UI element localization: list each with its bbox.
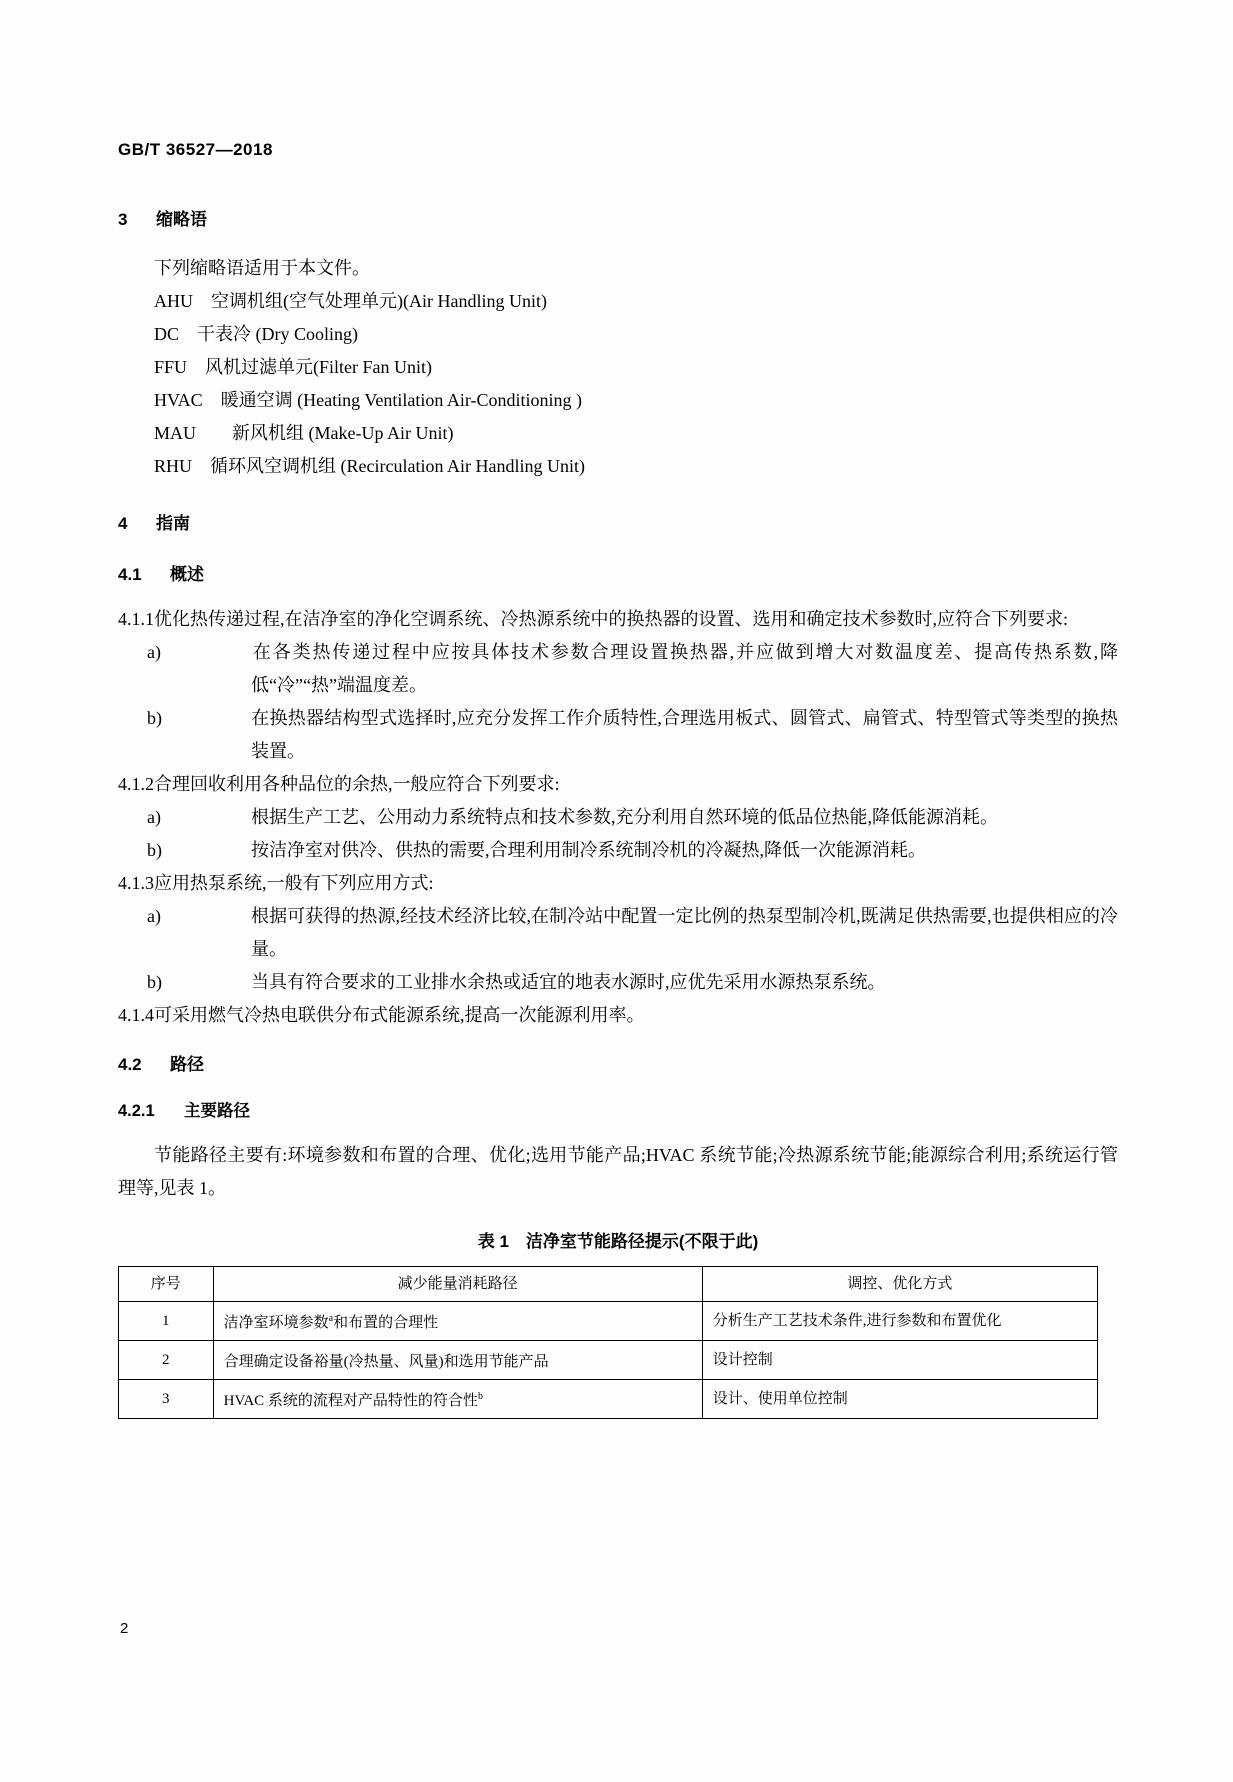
table-cell-seq: 1: [119, 1302, 214, 1341]
table-cell-mode: 设计控制: [702, 1341, 1097, 1380]
para-412-text: 合理回收利用各种品位的余热,一般应符合下列要求:: [154, 774, 560, 794]
list-item-text: 在换热器结构型式选择时,应充分发挥工作介质特性,合理选用板式、圆管式、扁管式、特型管式等类型的换热装置。: [251, 708, 1118, 761]
table-cell-seq: 3: [119, 1380, 214, 1419]
abbr-mau: MAU 新风机组 (Make-Up Air Unit): [154, 423, 454, 443]
heading-clause-41-title: 概述: [170, 565, 204, 584]
table-header-path: 减少能量消耗路径: [213, 1267, 702, 1302]
para-421: 节能路径主要有:环境参数和布置的合理、优化;选用节能产品;HVAC 系统节能;冷热源系统节能;能源综合利用;系统运行管理等,见表 1。: [118, 1145, 1118, 1198]
list-item-text: 在各类热传递过程中应按具体技术参数合理设置换热器,并应做到增大对数温度差、提高传热系数,降低“冷”“热”端温度差。: [251, 642, 1118, 695]
list-marker: b): [147, 840, 162, 860]
list-item-412-b: [118, 834, 1118, 867]
list-item-411-b: [118, 702, 1118, 768]
list-item-411-a: [118, 636, 1118, 702]
table-header-row: [119, 1267, 1098, 1302]
table-header-mode: 调控、优化方式: [702, 1267, 1097, 1302]
abbr-ahu: AHU 空调机组(空气处理单元)(Air Handling Unit): [154, 291, 547, 311]
abbr-hvac: HVAC 暖通空调 (Heating Ventilation Air-Conditioning ): [154, 390, 582, 410]
para-413-text: 应用热泵系统,一般有下列应用方式:: [154, 873, 434, 893]
para-414: [118, 999, 1118, 1032]
para-413: [118, 867, 1118, 900]
page-number: 2: [120, 1620, 129, 1637]
table-cell-path-footnote-ref: b: [477, 1391, 483, 1402]
para-412: [118, 768, 1118, 801]
abbr-dc: DC 干表冷 (Dry Cooling): [154, 324, 358, 344]
heading-clause-3: [118, 205, 1118, 230]
list-marker: b): [147, 708, 162, 728]
heading-clause-4: [118, 509, 1118, 534]
table-cell-seq: 2: [119, 1341, 214, 1380]
list-marker: a): [147, 807, 161, 827]
heading-clause-421: [118, 1097, 1118, 1121]
list-item-text: 当具有符合要求的工业排水余热或适宜的地表水源时,应优先采用水源热泵系统。: [251, 972, 886, 992]
heading-clause-421-number: 4.2.1: [118, 1102, 155, 1120]
heading-clause-421-title: 主要路径: [184, 1102, 250, 1120]
heading-clause-3-number: 3: [118, 210, 128, 229]
abbr-rhu: RHU 循环风空调机组 (Recirculation Air Handling Unit): [154, 456, 585, 476]
para-414-number: 4.1.4: [118, 1005, 154, 1025]
clause-3-intro: 下列缩略语适用于本文件。: [154, 258, 370, 278]
document-body: [118, 205, 1118, 1419]
table-cell-path-main: 洁净室环境参数: [223, 1315, 329, 1331]
para-411-number: 4.1.1: [118, 609, 154, 629]
heading-clause-3-title: 缩略语: [156, 210, 207, 229]
table-cell-path-footnote-ref: a: [328, 1313, 334, 1324]
heading-clause-42: [118, 1050, 1118, 1075]
list-marker: a): [147, 906, 161, 926]
table-1-caption: 表 1 洁净室节能路径提示(不限于此): [477, 1232, 759, 1251]
para-411-text: 优化热传递过程,在洁净室的净化空调系统、冷热源系统中的换热器的设置、选用和确定技术参数时,应符合下列要求:: [154, 609, 1068, 629]
table-row: [119, 1341, 1098, 1380]
heading-clause-42-title: 路径: [170, 1055, 204, 1074]
table-cell-path-main: 合理确定设备裕量(冷热量、风量)和选用节能产品: [223, 1354, 549, 1370]
standard-number-header: GB/T 36527—2018: [118, 140, 273, 159]
list-item-412-a: [118, 801, 1118, 834]
list-item-text: 根据可获得的热源,经技术经济比较,在制冷站中配置一定比例的热泵型制冷机,既满足供热需要,也提供相应的冷量。: [251, 906, 1118, 959]
table-cell-mode: 分析生产工艺技术条件,进行参数和布置优化: [702, 1302, 1097, 1341]
list-item-413-a: [118, 900, 1118, 966]
para-414-text: 可采用燃气冷热电联供分布式能源系统,提高一次能源利用率。: [154, 1005, 645, 1025]
abbr-ffu: FFU 风机过滤单元(Filter Fan Unit): [154, 357, 433, 377]
list-item-text: 根据生产工艺、公用动力系统特点和技术参数,充分利用自然环境的低品位热能,降低能源消耗。: [251, 807, 998, 827]
heading-clause-42-number: 4.2: [118, 1055, 142, 1074]
table-cell-path: [213, 1380, 702, 1419]
table-cell-path-main: HVAC 系统的流程对产品特性的符合性: [223, 1393, 478, 1409]
list-marker: b): [147, 972, 162, 992]
heading-clause-41: [118, 560, 1118, 585]
list-marker: a): [147, 642, 161, 662]
para-413-number: 4.1.3: [118, 873, 154, 893]
table-cell-path-tail: 和布置的合理性: [333, 1315, 439, 1331]
table-row: [119, 1302, 1098, 1341]
list-item-413-b: [118, 966, 1118, 999]
para-412-number: 4.1.2: [118, 774, 154, 794]
para-411: [118, 603, 1118, 636]
heading-clause-4-number: 4: [118, 514, 128, 533]
table-row: [119, 1380, 1098, 1419]
table-header-seq: 序号: [119, 1267, 214, 1302]
table-cell-mode: 设计、使用单位控制: [702, 1380, 1097, 1419]
heading-clause-4-title: 指南: [156, 514, 190, 533]
heading-clause-41-number: 4.1: [118, 565, 142, 584]
table-1: [118, 1266, 1098, 1419]
list-item-text: 按洁净室对供冷、供热的需要,合理利用制冷系统制冷机的冷凝热,降低一次能源消耗。: [251, 840, 926, 860]
table-cell-path: [213, 1302, 702, 1341]
table-cell-path: [213, 1341, 702, 1380]
